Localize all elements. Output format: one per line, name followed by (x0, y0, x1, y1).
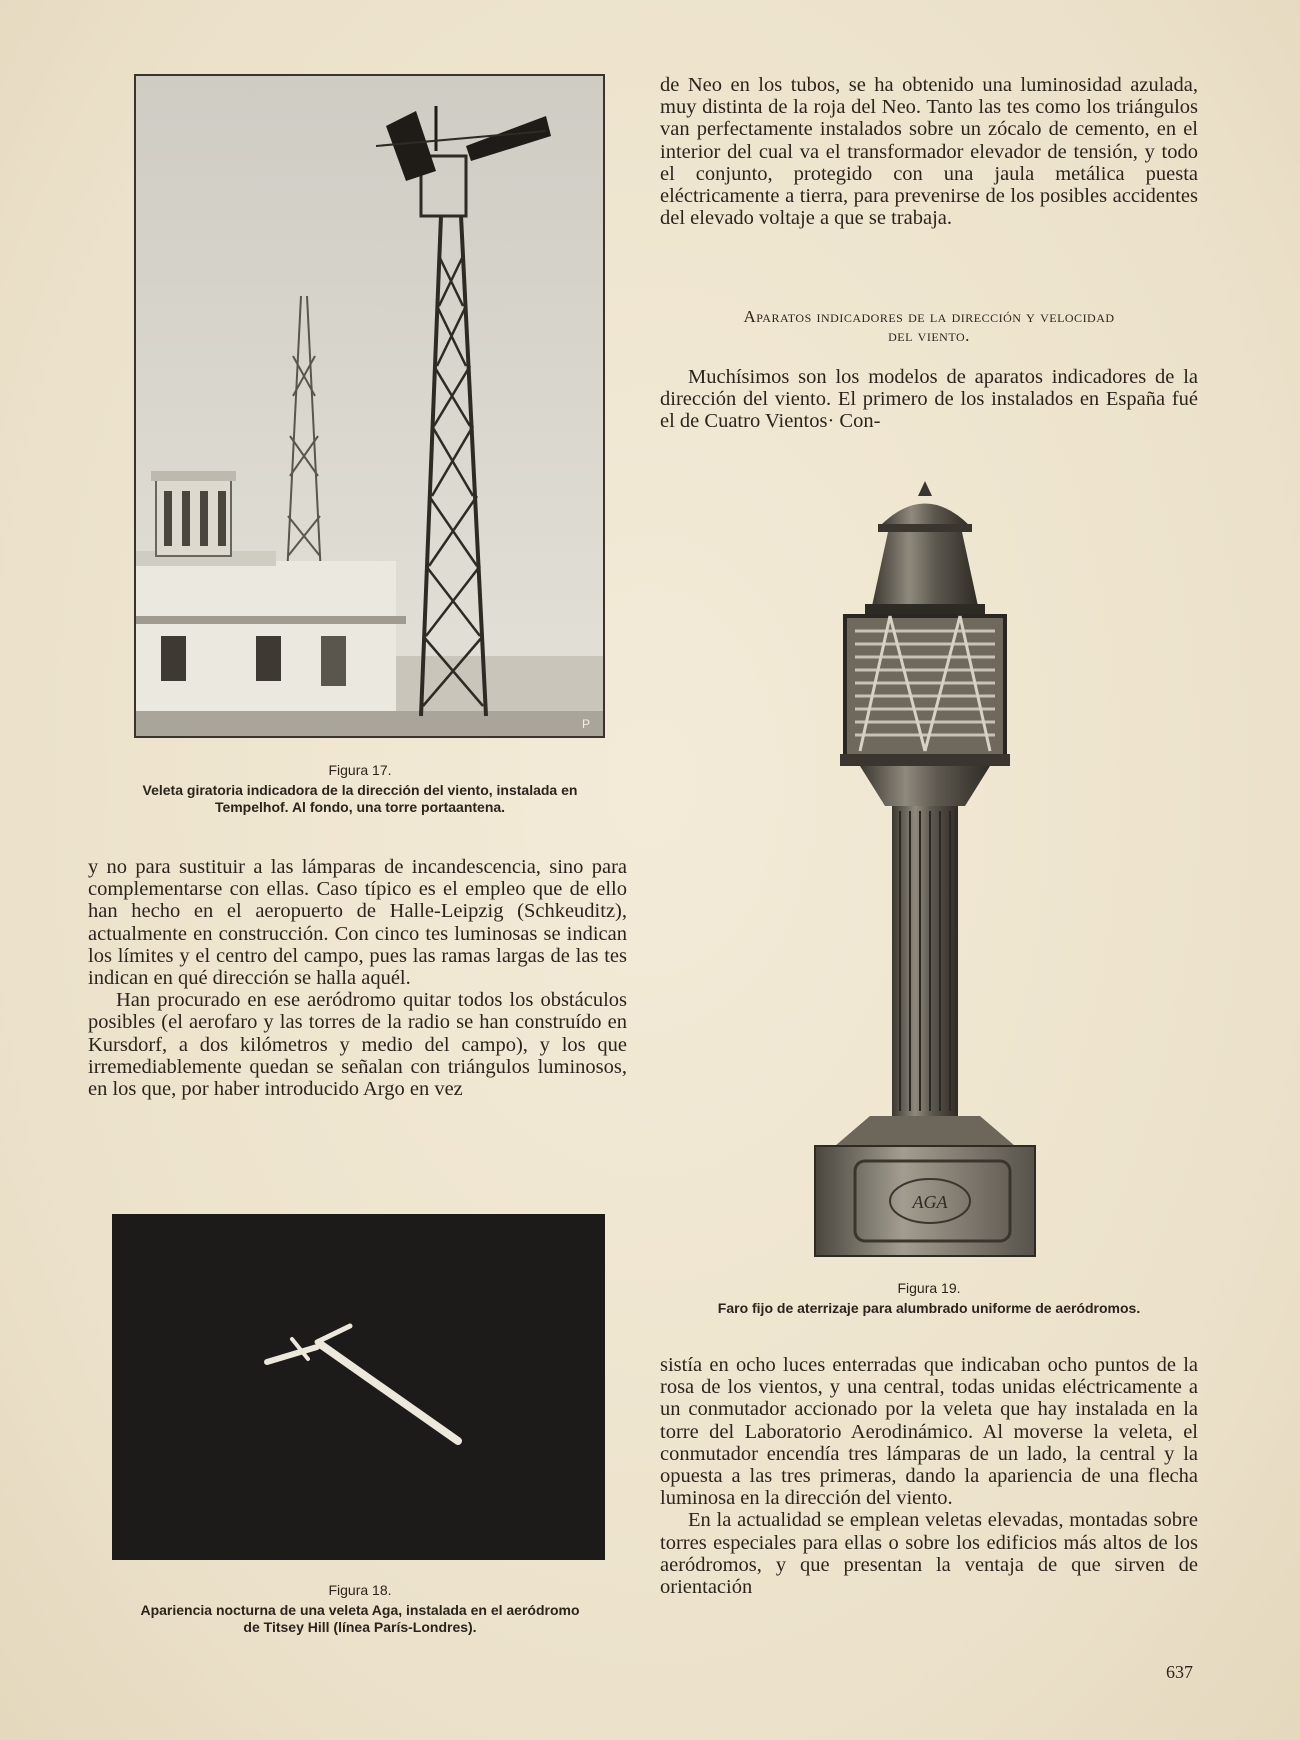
figure-18-photo (112, 1214, 605, 1560)
right-column-bottom-text (660, 1354, 1198, 1598)
weather-vane-tower-illustration (136, 76, 603, 736)
photo-mark: P (582, 717, 591, 731)
right-paragraph-mid: Muchísimos son los modelos de aparatos indicadores de la dirección del viento. El primero de los instalados en España fué el de Cuatro Vientos· Con- (660, 366, 1198, 433)
right-paragraph-2: En la actualidad se emplean veletas elevadas, montadas sobre torres especiales para ellas o sobre los edificios más altos de los aeródromos, y que presentan la ventaja de que sirven de orientación (660, 1509, 1198, 1599)
figure-17-desc-line1: Veleta giratoria indicadora de la dirección del viento, instalada en (142, 782, 578, 798)
right-column-top-text (660, 74, 1198, 229)
figure-18-caption (80, 1582, 640, 1636)
figure-17-photo (134, 74, 605, 738)
right-column-mid-text (660, 366, 1198, 433)
figure-18-desc-line2: de Titsey Hill (línea París-Londres). (243, 1619, 477, 1635)
figure-17-desc-line2: Tempelhof. Al fondo, una torre portaantena. (214, 799, 506, 815)
landing-light-illustration (800, 476, 1050, 1261)
right-paragraph-1: sistía en ocho luces enterradas que indicaban ocho puntos de la rosa de los vientos, y una central, todas unidas eléctricamente a un conmutador accionado por la veleta que hay instalada en la torre del Laboratorio Aerodinámico. Al moverse la veleta, el conmutador encendía tres lámparas de un lado, la central y la opuesta a las tres primeras, dando la apariencia de una flecha luminosa en la dirección del viento. (660, 1354, 1198, 1510)
page-number: 637 (1166, 1662, 1193, 1682)
section-heading-line1: Aparatos indicadores de la dirección y velocidad (743, 307, 1115, 326)
section-heading (660, 307, 1198, 345)
figure-19-caption (660, 1280, 1198, 1317)
figure-18-title: Figura 18. (328, 1582, 392, 1598)
figure-18-desc-line1: Apariencia nocturna de una veleta Aga, instalada en el aeródromo (140, 1602, 580, 1618)
figure-19-title: Figura 19. (897, 1280, 961, 1296)
left-column-text (88, 856, 627, 1100)
figure-19-desc: Faro fijo de aterrizaje para alumbrado uniforme de aeródromos. (717, 1300, 1141, 1316)
aga-logo: AGA (912, 1192, 948, 1212)
figure-17-title: Figura 17. (328, 762, 392, 778)
night-vane-illustration (112, 1214, 605, 1560)
figure-19-illustration (800, 476, 1050, 1261)
figure-17-caption (80, 762, 640, 816)
left-paragraph-1: y no para sustituir a las lámparas de incandescencia, sino para complementarse con ellas. Caso típico es el empleo que de ello han hecho en el aeropuerto de Halle-Leipzig (Schkeuditz), actualmente en construcción. Con cinco tes luminosas se indican los límites y el centro del campo, pues las ramas largas de las tes indican en qué dirección se halla aquél. (88, 856, 627, 990)
right-paragraph-top: de Neo en los tubos, se ha obtenido una luminosidad azulada, muy distinta de la roja del Neo. Tanto las tes como los triángulos van perfectamente instalados sobre un zócalo de cemento, en el interior del cual va el transformador elevador de tensión, y todo el conjunto, protegido con una jaula metálica puesta eléctricamente a tierra, para prevenirse de los posibles accidentes del elevado voltaje a que se trabaja. (660, 74, 1198, 230)
left-paragraph-2: Han procurado en ese aeródromo quitar todos los obstáculos posibles (el aerofaro y las torres de la radio se han construído en Kursdorf, a dos kilómetros y medio del campo), y los que irremediablemente quedan se señalan con triángulos luminosos, en los que, por haber introducido Argo en vez (88, 989, 627, 1101)
section-heading-line2: del viento. (888, 326, 970, 345)
